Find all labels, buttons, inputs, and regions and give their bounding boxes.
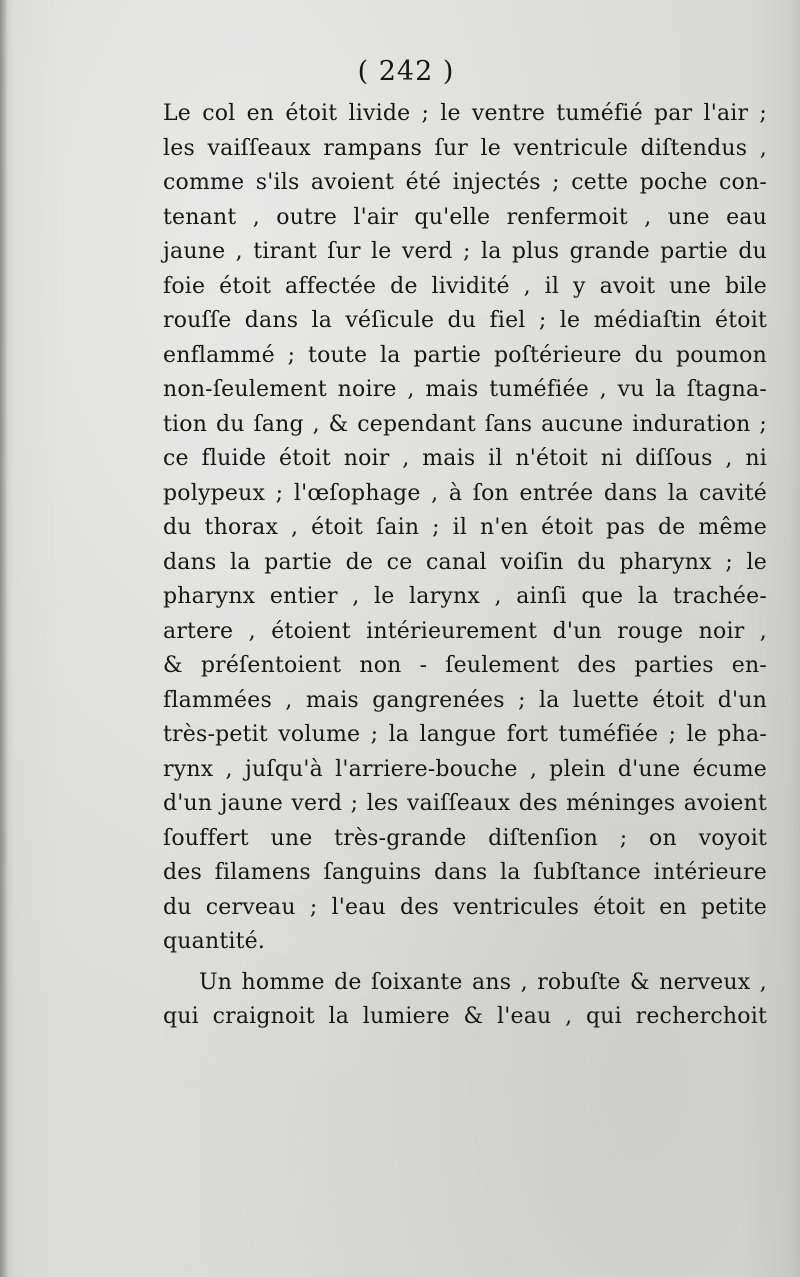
text-line: pharynx entier , le larynx , ainſi que la trachée-	[163, 584, 767, 609]
text-line: artere , étoient intérieurement d'un rouge noir ,	[163, 618, 767, 644]
text-line: ce fluide étoit noir , mais il n'étoit ni diſſous , ni	[163, 446, 767, 471]
text-line: du cerveau ; l'eau des ventricules étoit en petite	[163, 894, 767, 920]
text-line: rouſſe dans la véſicule du fiel ; le médiaſtin étoit	[163, 308, 767, 333]
text-line: foie étoit affectée de lividité , il y avoit une bile	[163, 273, 767, 299]
text-line: ſouffert une très-grande diſtenſion ; on voyoit	[163, 825, 767, 851]
text-line: les vaiſſeaux rampans ſur le ventricule diſtendus ,	[163, 135, 767, 161]
text-line: polypeux ; l'œſophage , à ſon entrée dans la cavité	[163, 480, 767, 506]
text-line: dans la partie de ce canal voiſin du pharynx ; le	[163, 549, 767, 575]
text-line: enflammé ; toute la partie poſtérieure du poumon	[163, 342, 767, 368]
text-line: comme s'ils avoient été injectés ; cette poche con-	[163, 170, 767, 195]
body-text	[163, 97, 767, 1035]
text-line: tion du ſang , & cependant ſans aucune induration ;	[163, 411, 767, 437]
page-number: ( 242 )	[357, 56, 455, 87]
text-line: flammées , mais gangrenées ; la luette étoit d'un	[163, 687, 767, 713]
text-line: jaune , tirant ſur le verd ; la plus grande partie du	[163, 239, 767, 264]
text-line: non-ſeulement noire , mais tuméfiée , vu la ſtagna-	[163, 377, 767, 402]
text-line: Un homme de ſoixante ans , robuſte & nerveux ,	[199, 969, 767, 995]
text-line: rynx , juſqu'à l'arriere-bouche , plein d'une écume	[163, 756, 767, 782]
text-line: du thorax , étoit ſain ; il n'en étoit pas de même	[163, 515, 767, 540]
text-line: quantité.	[163, 929, 266, 954]
text-line: des filamens ſanguins dans la ſubſtance intérieure	[163, 860, 767, 885]
text-line: tenant , outre l'air qu'elle renfermoit , une eau	[163, 204, 767, 230]
page-shadow-edge	[0, 0, 8, 1277]
text-line: qui craignoit la lumiere & l'eau , qui recherchoit	[163, 1004, 767, 1029]
text-line: & préſentoient non - ſeulement des parties en-	[163, 653, 767, 678]
text-line: très-petit volume ; la langue fort tuméfiée ; le pha-	[163, 722, 767, 747]
text-line: d'un jaune verd ; les vaiſſeaux des méninges avoient	[163, 791, 767, 816]
text-line: Le col en étoit livide ; le ventre tuméfié par l'air ;	[163, 101, 767, 126]
